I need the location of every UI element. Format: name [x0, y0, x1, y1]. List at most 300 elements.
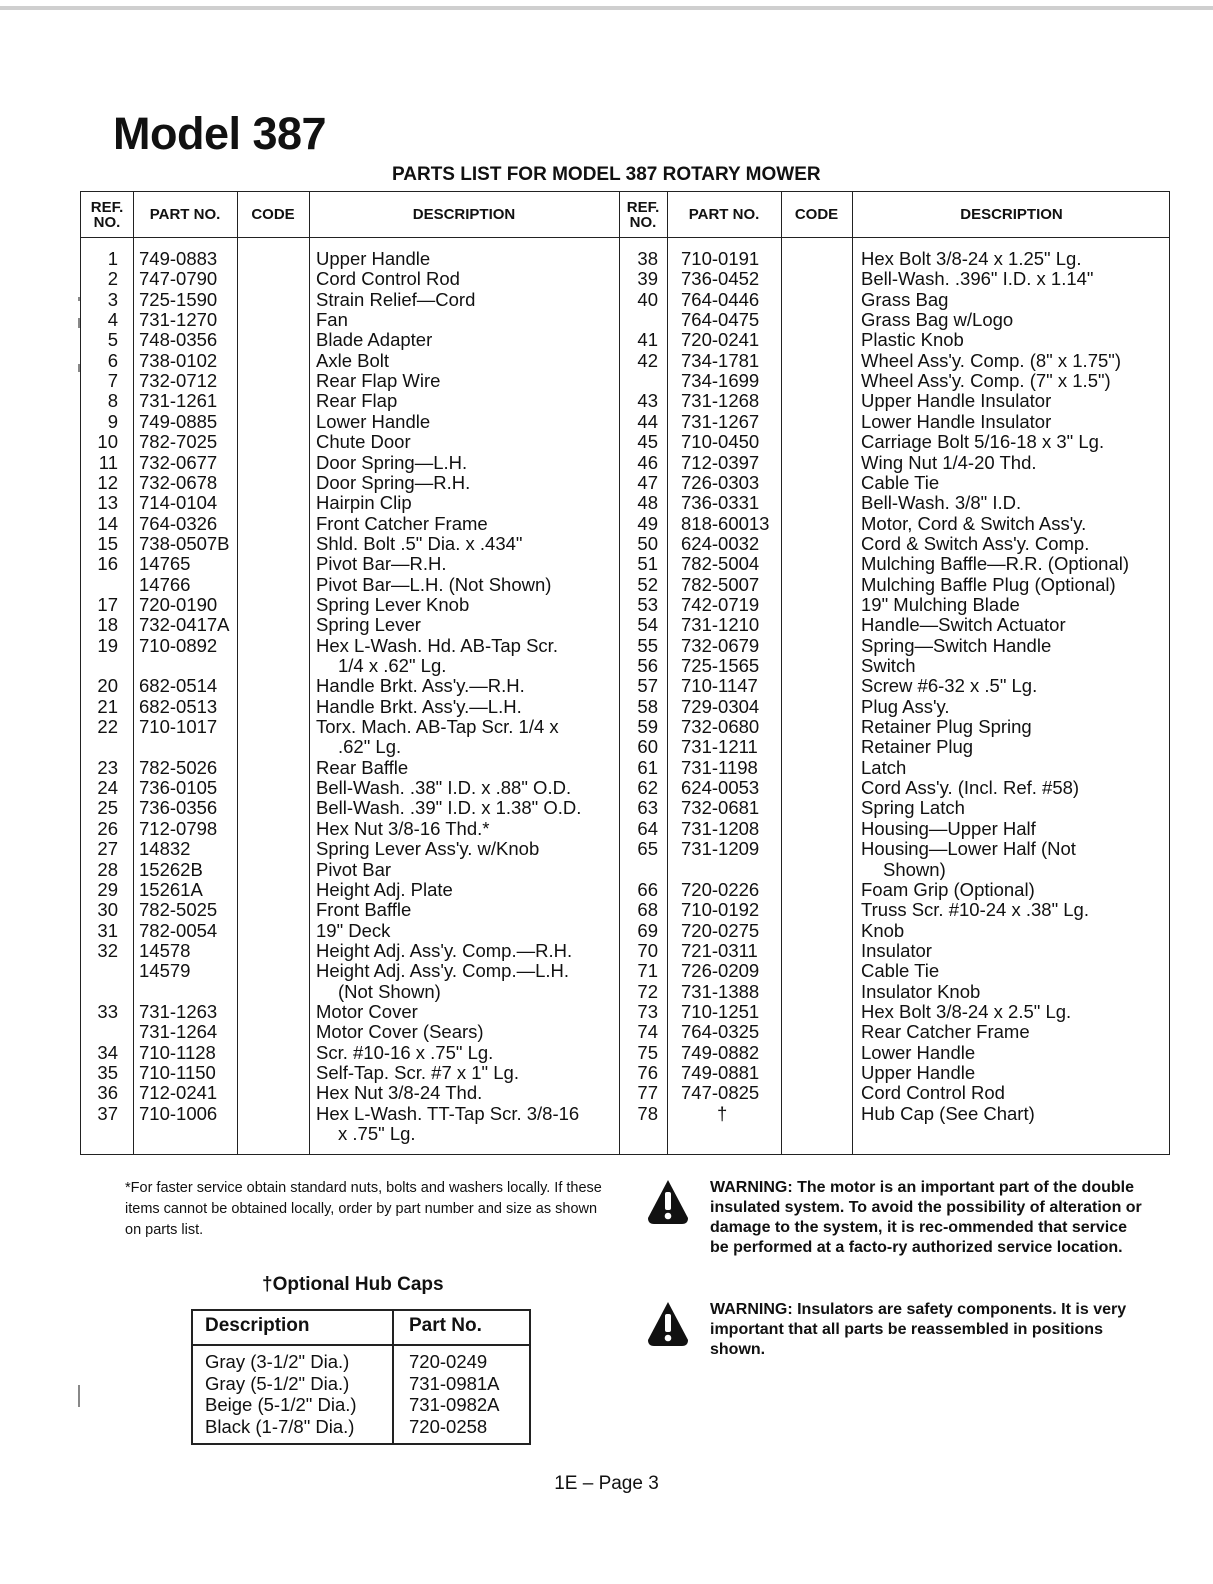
part-no: 734-1699	[681, 370, 760, 392]
warning-insulators	[646, 1300, 1146, 1362]
part-no: 742-0719	[681, 593, 760, 615]
table-row	[81, 758, 1171, 778]
description: Motor Cover	[316, 1000, 418, 1022]
part-no: 732-0681	[681, 797, 760, 819]
warning-insulators-text: WARNING: Insulators are safety components. It is very important that all parts be reassembled in positions shown.	[710, 1301, 1127, 1358]
ref-no: 52	[637, 573, 658, 595]
ref-no: 64	[637, 817, 658, 839]
description: Door Spring—R.H.	[316, 471, 471, 493]
description: Hex L-Wash. TT-Tap Scr. 3/8-16	[316, 1102, 580, 1124]
part-no: 731-1268	[681, 390, 760, 412]
description: Mulching Baffle Plug (Optional)	[861, 573, 1116, 595]
description: Shld. Bolt .5" Dia. x .434"	[316, 532, 523, 554]
part-no: 747-0825	[681, 1082, 760, 1104]
part-no: 720-0275	[681, 919, 760, 941]
model-title: Model 387	[113, 108, 327, 159]
hub-column-divider	[392, 1311, 394, 1443]
description: 1/4 x .62" Lg.	[338, 655, 447, 676]
hub-caps-title: †Optional Hub Caps	[262, 1274, 444, 1295]
hub-header-description: Description	[205, 1315, 310, 1336]
table-row	[81, 249, 1171, 269]
part-no: 782-5026	[139, 756, 218, 778]
part-no: 725-1565	[681, 655, 760, 676]
part-no: 14766	[139, 573, 191, 595]
table-row	[81, 737, 1171, 757]
header-description-right: DESCRIPTION	[960, 206, 1063, 223]
ref-no: 58	[637, 695, 658, 717]
part-no: 14765	[139, 553, 191, 575]
description: 19" Deck	[316, 919, 391, 941]
header-ref-no: REF. NO.	[90, 198, 124, 231]
ref-no: 13	[97, 492, 118, 514]
description: Strain Relief—Cord	[316, 288, 476, 310]
ref-no: 27	[97, 838, 118, 860]
description: Self-Tap. Scr. #7 x 1" Lg.	[316, 1062, 519, 1083]
part-no: 720-0190	[139, 593, 218, 615]
description: Grass Bag w/Logo	[861, 309, 1014, 331]
table-row	[81, 982, 1171, 1002]
part-no: 732-0678	[139, 471, 218, 493]
description: Handle Brkt. Ass'y.—R.H.	[316, 675, 525, 697]
warning-motor-text: WARNING: The motor is an important part of the double insulated system. To avoid the possibility of alteration or damage to the system, it is rec-ommended that service be performed at a facto-ry authorized service location.	[710, 1179, 1142, 1256]
table-row	[81, 493, 1171, 513]
table-row	[81, 860, 1171, 880]
description: Hex Nut 3/8-16 Thd.*	[316, 817, 490, 839]
part-no: 710-0892	[139, 634, 218, 656]
ref-no: 59	[637, 716, 658, 738]
part-no: 738-0102	[139, 349, 218, 371]
ref-no: 2	[107, 268, 118, 290]
table-row	[81, 575, 1171, 595]
description: Cord Ass'y. (Incl. Ref. #58)	[861, 777, 1080, 799]
description: Cord Control Rod	[316, 268, 460, 290]
description: Cable Tie	[861, 471, 940, 493]
table-row	[81, 310, 1171, 330]
description: (Not Shown)	[338, 980, 441, 1002]
table-row	[81, 432, 1171, 452]
hub-cap-description: Beige (5-1/2" Dia.)	[205, 1394, 357, 1415]
part-no: 624-0032	[681, 532, 760, 554]
table-row	[81, 615, 1171, 635]
part-no: 710-1017	[139, 716, 218, 738]
table-row	[81, 371, 1171, 391]
description: Door Spring—L.H.	[316, 451, 468, 473]
part-no: 749-0881	[681, 1062, 760, 1083]
part-no: 15261A	[139, 878, 203, 900]
part-no: 731-1208	[681, 817, 760, 839]
ref-no: 7	[107, 370, 118, 392]
ref-no: 19	[97, 634, 118, 656]
description: .62" Lg.	[338, 736, 402, 758]
ref-no: 75	[637, 1041, 658, 1063]
table-row	[81, 636, 1171, 656]
part-no: 732-0712	[139, 370, 218, 392]
description: Pivot Bar	[316, 858, 392, 880]
part-no: 731-1270	[139, 309, 218, 331]
part-no: 725-1590	[139, 288, 218, 310]
header-part-no: PART NO.	[149, 206, 221, 223]
description: Blade Adapter	[316, 329, 433, 351]
part-no: 15262B	[139, 858, 203, 880]
ref-no: 38	[637, 248, 658, 269]
part-no: 764-0446	[681, 288, 760, 310]
description: Handle—Switch Actuator	[861, 614, 1066, 636]
ref-no: 68	[637, 899, 658, 921]
table-row	[81, 554, 1171, 574]
ref-no: 43	[637, 390, 658, 412]
description: Cord Control Rod	[861, 1082, 1005, 1104]
ref-no: 20	[97, 675, 118, 697]
description: Bell-Wash. .39" I.D. x 1.38" O.D.	[316, 797, 582, 819]
scan-mark	[78, 364, 80, 372]
part-no: 731-1210	[681, 614, 760, 636]
description: Spring Latch	[861, 797, 965, 819]
ref-no: 42	[637, 349, 658, 371]
part-no: 736-0331	[681, 492, 760, 514]
ref-no: 30	[97, 899, 118, 921]
ref-no: 16	[97, 553, 118, 575]
description: Wing Nut 1/4-20 Thd.	[861, 451, 1037, 473]
part-no: 731-1209	[681, 838, 760, 860]
hub-cap-description: Black (1-7/8" Dia.)	[205, 1415, 355, 1437]
header-code-right: CODE	[794, 206, 839, 223]
ref-no: 28	[97, 858, 118, 880]
part-no: 782-7025	[139, 431, 218, 453]
ref-no: 48	[637, 492, 658, 514]
description: Pivot Bar—R.H.	[316, 553, 447, 575]
part-no: 682-0513	[139, 695, 218, 717]
ref-no: 47	[637, 471, 658, 493]
part-no: 731-1211	[681, 736, 758, 758]
table-row	[81, 391, 1171, 411]
table-row	[81, 880, 1171, 900]
table-row	[81, 961, 1171, 981]
part-no: 749-0883	[139, 248, 218, 269]
ref-no: 36	[97, 1082, 118, 1104]
description: Bell-Wash. 3/8" I.D.	[861, 492, 1022, 514]
table-row	[81, 473, 1171, 493]
part-no: 731-1198	[681, 756, 758, 778]
ref-no: 37	[97, 1102, 118, 1124]
ref-no: 25	[97, 797, 118, 819]
part-no: 726-0303	[681, 471, 760, 493]
description: Retainer Plug	[861, 736, 974, 758]
part-no: 714-0104	[139, 492, 218, 514]
description: Pivot Bar—L.H. (Not Shown)	[316, 573, 552, 595]
description: Axle Bolt	[316, 349, 390, 371]
ref-no: 76	[637, 1062, 658, 1083]
ref-no: 10	[97, 431, 118, 453]
part-no: 14579	[139, 960, 191, 982]
ref-no: 23	[97, 756, 118, 778]
table-row	[81, 330, 1171, 350]
header-ref-no-right: REF. NO.	[626, 198, 660, 231]
part-no: 682-0514	[139, 675, 218, 697]
part-no: 731-1388	[681, 980, 760, 1002]
description: Hub Cap (See Chart)	[861, 1102, 1035, 1124]
table-row	[81, 269, 1171, 289]
table-row	[81, 351, 1171, 371]
part-no: 721-0311	[681, 939, 758, 961]
part-no: 734-1781	[681, 349, 760, 371]
ref-no: 17	[97, 593, 118, 615]
ref-no: 53	[637, 593, 658, 615]
part-no: 731-1263	[139, 1000, 218, 1022]
part-no: 731-1267	[681, 410, 760, 432]
ref-no: 33	[97, 1000, 118, 1022]
footnote: *For faster service obtain standard nuts, bolts and washers locally. If these items cannot be obtained locally, order by part number and size as shown on parts list.	[125, 1180, 602, 1238]
ref-no: 34	[97, 1041, 118, 1063]
ref-no: 5	[107, 329, 118, 351]
ref-no: 66	[637, 878, 658, 900]
part-no: †	[717, 1102, 728, 1124]
table-row	[81, 676, 1171, 696]
ref-no: 15	[97, 532, 118, 554]
description: Spring Lever Knob	[316, 593, 470, 615]
ref-no: 63	[637, 797, 658, 819]
header-description: DESCRIPTION	[412, 206, 516, 223]
part-no: 782-0054	[139, 919, 218, 941]
description: Cord & Switch Ass'y. Comp.	[861, 532, 1090, 554]
ref-no: 70	[637, 939, 658, 961]
description: Handle Brkt. Ass'y.—L.H.	[316, 695, 522, 717]
hub-cap-description: Gray (3-1/2" Dia.)	[205, 1351, 350, 1372]
description: Torx. Mach. AB-Tap Scr. 1/4 x	[316, 716, 559, 738]
description: Fan	[316, 309, 348, 331]
scan-mark	[78, 1385, 80, 1407]
warning-triangle-icon	[646, 1300, 690, 1348]
description: Foam Grip (Optional)	[861, 878, 1035, 900]
description: Front Baffle	[316, 899, 412, 921]
description: Hex Nut 3/8-24 Thd.	[316, 1082, 483, 1104]
hub-cap-part-no: 731-0981A	[409, 1372, 500, 1394]
part-no: 726-0209	[681, 960, 760, 982]
ref-no: 1	[107, 248, 118, 269]
part-no: 720-0226	[681, 878, 760, 900]
part-no: 736-0452	[681, 268, 760, 290]
table-row	[81, 290, 1171, 310]
table-row	[81, 1022, 1171, 1042]
part-no: 764-0325	[681, 1021, 760, 1043]
ref-no: 65	[637, 838, 658, 860]
description: Latch	[861, 756, 907, 778]
ref-no: 32	[97, 939, 118, 961]
hub-cap-part-no: 720-0258	[409, 1415, 488, 1437]
description: Scr. #10-16 x .75" Lg.	[316, 1041, 494, 1063]
ref-no: 14	[97, 512, 118, 534]
ref-no: 60	[637, 736, 658, 758]
description: Plastic Knob	[861, 329, 964, 351]
description: Plug Ass'y.	[861, 695, 950, 717]
table-row	[81, 1002, 1171, 1022]
description: Carriage Bolt 5/16-18 x 3" Lg.	[861, 431, 1105, 453]
table-row	[81, 534, 1171, 554]
ref-no: 61	[637, 756, 658, 778]
part-no: 712-0241	[139, 1082, 218, 1104]
table-row	[81, 1043, 1171, 1063]
table-row	[81, 717, 1171, 737]
ref-no: 21	[97, 695, 118, 717]
part-no: 782-5025	[139, 899, 218, 921]
table-row	[81, 514, 1171, 534]
part-no: 710-1251	[681, 1000, 760, 1022]
part-no: 749-0882	[681, 1041, 760, 1063]
description: Rear Flap Wire	[316, 370, 441, 392]
ref-no: 4	[107, 309, 118, 331]
hub-header-part-no: Part No.	[409, 1315, 482, 1336]
ref-no: 11	[98, 451, 118, 473]
description: Spring Lever	[316, 614, 421, 636]
part-no: 14832	[139, 838, 191, 860]
hub-cap-part-no: 720-0249	[409, 1351, 488, 1372]
description: Spring Lever Ass'y. w/Knob	[316, 838, 540, 860]
ref-no: 24	[97, 777, 118, 799]
part-no: 720-0241	[681, 329, 760, 351]
scan-mark	[78, 297, 80, 301]
table-row	[81, 921, 1171, 941]
table-row	[81, 697, 1171, 717]
part-no: 710-1147	[681, 675, 758, 697]
part-no: 710-0191	[681, 248, 760, 269]
description: Upper Handle	[316, 248, 431, 269]
warning-triangle-icon	[646, 1178, 690, 1226]
description: Rear Baffle	[316, 756, 409, 778]
description: Chute Door	[316, 431, 411, 453]
part-no: 710-0450	[681, 431, 760, 453]
description: Shown)	[883, 858, 946, 880]
description: Insulator	[861, 939, 932, 961]
table-row	[81, 819, 1171, 839]
description: Height Adj. Ass'y. Comp.—R.H.	[316, 939, 573, 961]
table-row	[81, 1124, 1171, 1144]
part-no: 732-0679	[681, 634, 760, 656]
table-row	[81, 1104, 1171, 1124]
ref-no: 72	[637, 980, 658, 1002]
part-no: 782-5004	[681, 553, 760, 575]
description: x .75" Lg.	[338, 1123, 416, 1145]
description: Wheel Ass'y. Comp. (8" x 1.75")	[861, 349, 1121, 371]
description: Hex Bolt 3/8-24 x 1.25" Lg.	[861, 248, 1082, 269]
ref-no: 44	[637, 410, 658, 432]
table-row	[81, 412, 1171, 432]
ref-no: 56	[637, 655, 658, 676]
description: Height Adj. Plate	[316, 878, 453, 900]
description: Switch	[861, 655, 916, 676]
description: Hairpin Clip	[316, 492, 412, 514]
description: Hex L-Wash. Hd. AB-Tap Scr.	[316, 634, 558, 656]
description: Front Catcher Frame	[316, 512, 488, 534]
hub-header-rule	[193, 1344, 529, 1346]
ref-no: 12	[97, 471, 118, 493]
description: Height Adj. Ass'y. Comp.—L.H.	[316, 960, 570, 982]
description: Hex Bolt 3/8-24 x 2.5" Lg.	[861, 1000, 1072, 1022]
part-no: 818-60013	[681, 512, 770, 534]
hub-cap-part-no: 731-0982A	[409, 1394, 500, 1415]
part-no: 782-5007	[681, 573, 760, 595]
top-rule	[0, 6, 1213, 10]
ref-no: 62	[637, 777, 658, 799]
part-no: 749-0885	[139, 410, 218, 432]
description: Lower Handle	[861, 1041, 976, 1063]
description: Knob	[861, 919, 905, 941]
description: Rear Flap	[316, 390, 398, 412]
description: Upper Handle	[861, 1062, 976, 1083]
part-no: 710-0192	[681, 899, 760, 921]
part-no: 731-1264	[139, 1021, 218, 1043]
ref-no: 54	[637, 614, 658, 636]
part-no: 748-0356	[139, 329, 218, 351]
ref-no: 50	[637, 532, 658, 554]
hub-caps-table	[191, 1309, 531, 1445]
part-no: 747-0790	[139, 268, 218, 290]
ref-no: 78	[637, 1102, 658, 1124]
header-part-no-right: PART NO.	[688, 206, 760, 223]
parts-list-title: PARTS LIST FOR MODEL 387 ROTARY MOWER	[392, 164, 821, 185]
table-row	[81, 595, 1171, 615]
description: Lower Handle	[316, 410, 431, 432]
part-no: 624-0053	[681, 777, 760, 799]
part-no: 736-0356	[139, 797, 218, 819]
description: Wheel Ass'y. Comp. (7" x 1.5")	[861, 370, 1111, 392]
ref-no: 55	[637, 634, 658, 656]
table-row	[81, 453, 1171, 473]
ref-no: 41	[637, 329, 658, 351]
table-row	[81, 1063, 1171, 1083]
ref-no: 71	[637, 960, 658, 982]
ref-no: 22	[97, 716, 118, 738]
description: Grass Bag	[861, 288, 949, 310]
ref-no: 8	[107, 390, 118, 412]
ref-no: 31	[97, 919, 118, 941]
description: Housing—Lower Half (Not	[861, 838, 1076, 860]
part-no: 738-0507B	[139, 532, 230, 554]
description: Rear Catcher Frame	[861, 1021, 1030, 1043]
parts-table	[80, 191, 1170, 1155]
header-rule	[81, 237, 1169, 238]
ref-no: 45	[637, 431, 658, 453]
part-no: 710-1128	[139, 1041, 216, 1063]
table-row	[81, 798, 1171, 818]
table-row	[81, 778, 1171, 798]
ref-no: 39	[637, 268, 658, 290]
description: Screw #6-32 x .5" Lg.	[861, 675, 1038, 697]
part-no: 732-0417A	[139, 614, 230, 636]
part-no: 736-0105	[139, 777, 218, 799]
description: Retainer Plug Spring	[861, 716, 1032, 738]
description: Truss Scr. #10-24 x .38" Lg.	[861, 899, 1089, 921]
ref-no: 6	[107, 349, 118, 371]
description: Bell-Wash. .38" I.D. x .88" O.D.	[316, 777, 572, 799]
description: Insulator Knob	[861, 980, 981, 1002]
ref-no: 77	[637, 1082, 658, 1104]
part-no: 712-0798	[139, 817, 218, 839]
ref-no: 18	[97, 614, 118, 636]
description: Motor Cover (Sears)	[316, 1021, 484, 1043]
ref-no: 49	[637, 512, 658, 534]
part-no: 731-1261	[139, 390, 218, 412]
description: Cable Tie	[861, 960, 940, 982]
description: Motor, Cord & Switch Ass'y.	[861, 512, 1087, 534]
ref-no: 46	[637, 451, 658, 473]
ref-no: 29	[97, 878, 118, 900]
description: 19" Mulching Blade	[861, 593, 1020, 615]
description: Bell-Wash. .396" I.D. x 1.14"	[861, 268, 1094, 290]
part-no: 732-0680	[681, 716, 760, 738]
ref-no: 51	[637, 553, 658, 575]
warning-motor	[646, 1178, 1146, 1278]
part-no: 729-0304	[681, 695, 760, 717]
table-row	[81, 839, 1171, 859]
